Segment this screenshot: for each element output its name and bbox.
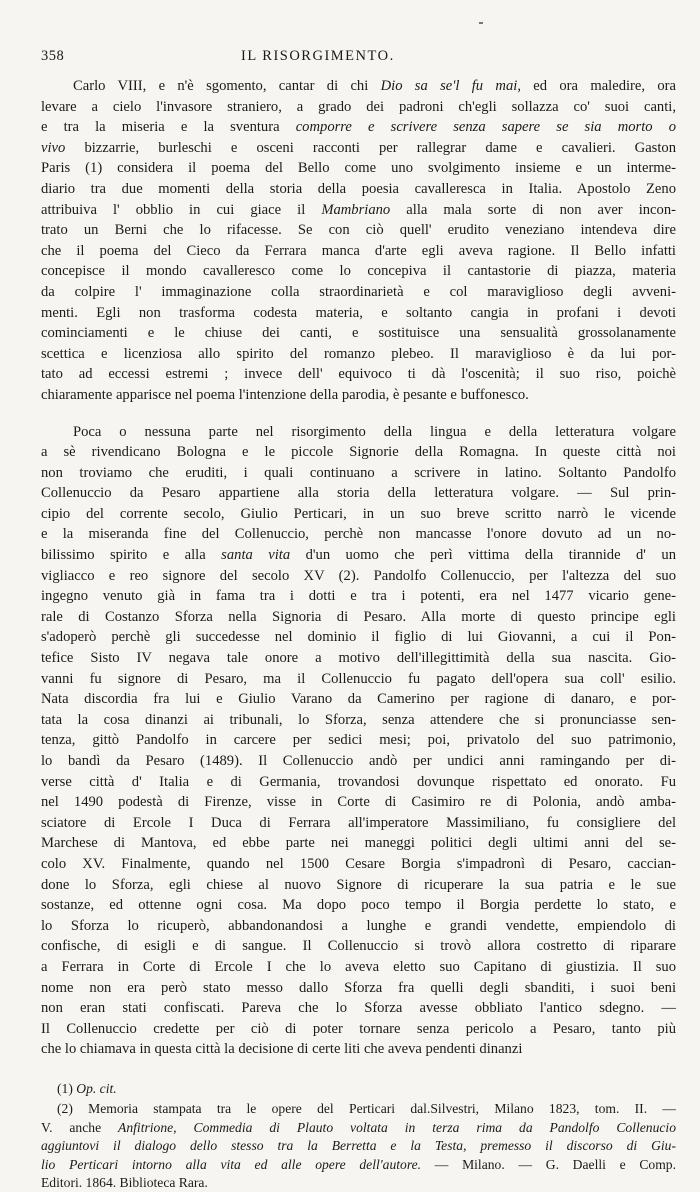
print-mark [479, 22, 483, 24]
text-line [41, 344, 676, 365]
text-run: verse città d' Italia e di Germania, trovandosi dovunque rispettato ed onorato. Fu [41, 773, 676, 790]
text-line [41, 323, 676, 344]
text-line [41, 483, 676, 504]
footnote [41, 1100, 676, 1192]
text-run: s'adoperò perchè gli succedesse nel dominio il figlio di lui Giovanni, a cui il Pon- [41, 629, 676, 646]
text-line [41, 1156, 676, 1174]
text-run: scettica e licenziosa allo spirito del romanzo plebeo. Il maraviglioso è da lui por- [41, 345, 676, 362]
text-line [41, 463, 676, 484]
text-line [41, 385, 676, 406]
text-line [41, 792, 676, 813]
text-run: concepisce il mondo cavalleresco come lo concepiva il cantastorie di piazza, materia [41, 263, 676, 280]
text-run: d'un uomo che perì vittima della tirannide d' un [290, 547, 676, 564]
footnote [41, 1080, 676, 1098]
text-line [41, 895, 676, 916]
text-run: che lo chiamava in questa città la decisione di certe liti che aveva pendenti dinanzi [41, 1041, 523, 1058]
text-line [41, 303, 676, 324]
text-line [41, 957, 676, 978]
paragraph-1 [41, 76, 676, 406]
italic-text-run: comporre e scrivere senza sapere se sia morto o [295, 119, 677, 136]
text-run: attribuiva l' obblio in cui giace il [41, 201, 322, 218]
text-run: tefice Sisto IV negava tale onore a motivo dell'illegittimità della sua nascita. Gio- [41, 650, 676, 667]
text-run: sostanze, ed ottenne ogni cosa. Ma dopo poco tempo il Borgia perdette lo stato, e [41, 897, 676, 914]
text-line [41, 586, 676, 607]
text-line [41, 524, 676, 545]
text-line [41, 751, 676, 772]
text-run: lo Sforza lo ricuperò, abbandonandosi a lunghe e grandi vendette, empiendolo di [41, 917, 676, 934]
text-run: cominciamenti e le chiuse dei canti, e sostituisce una sensualità grossolanamente [41, 325, 676, 342]
text-run: e la miseranda fine del Collenuccio, perchè non mancasse l'onore dovuto ad un no- [41, 526, 676, 543]
text-run: confische, di esigli e di sangue. Il Collenuccio si trovò allora costretto di riparare [41, 938, 676, 955]
text-line [41, 998, 676, 1019]
text-run: levare a cielo l'invasore straniero, a grado dei padroni ch'egli sollazza co' suoi canti, [41, 98, 676, 115]
text-run: colo XV. Finalmente, quando nel 1500 Cesare Borgia s'impadronì di Pesaro, caccian- [41, 855, 676, 872]
text-run: lo bandì da Pesaro (1489). Il Collenuccio andò per undici anni ramingando per di- [41, 753, 676, 769]
text-run: — Milano. — G. Daelli e Comp. [421, 1156, 676, 1172]
text-run: e tra la miseria e la sventura [41, 119, 296, 136]
text-run: Collenuccio da Pesaro appartiene alla storia della letteratura volgare. — Sul prin- [41, 485, 676, 502]
text-line [41, 648, 676, 669]
text-run: trato un Berni che lo rifacesse. Se con ciò quell' erudito veneziano intendeva dire [41, 222, 676, 239]
text-line [41, 1137, 676, 1155]
text-run: bizzarrie, burleschi e osceni racconti per rallegrar dame e cavalieri. Gaston [65, 139, 676, 156]
text-run: rale di Costanzo Sforza nella Signoria di Pesaro. Alla morte di questo principe egli [41, 608, 676, 625]
text-run: ingegno venuto già in fama tra i dotti e tra i potenti, era nel 1477 vicario gene- [41, 588, 676, 605]
text-line [41, 158, 676, 179]
text-line [41, 442, 676, 463]
italic-text-run: vivo [41, 139, 66, 156]
text-run: (1) [57, 1080, 77, 1096]
text-line [41, 1080, 676, 1098]
text-line [41, 875, 676, 896]
text-line [41, 117, 676, 138]
italic-text-run: Op. cit. [76, 1080, 117, 1096]
text-run: non troviamo che eruditi, i quali continuano a scrivere in latino. Soltanto Pandolfo [41, 464, 676, 481]
text-line [41, 669, 676, 690]
text-line [41, 689, 676, 710]
text-line [41, 916, 676, 937]
page-header [41, 48, 676, 76]
text-line [41, 978, 676, 999]
text-line [41, 772, 676, 793]
text-line [41, 545, 676, 566]
text-run: (2) Memoria stampata tra le opere del Perticari dal.Silvestri, Milano 1823, tom. II. — [57, 1101, 676, 1117]
italic-text-run: santa vita [221, 547, 291, 564]
italic-text-run: Dio sa se'l fu mai, [380, 78, 521, 94]
text-line [41, 76, 676, 97]
italic-text-run: lio Perticari intorno alla vita ed alle opere dell'autore. [41, 1156, 422, 1172]
text-run: nome non era però stato messo dallo Sforza fra quelli degli sbanditi, i suoi beni [41, 979, 676, 996]
text-line [41, 97, 676, 118]
text-line [41, 627, 676, 648]
footnotes [41, 1080, 676, 1192]
text-run: bilissimo spirito e alla [41, 547, 222, 564]
text-line [41, 1174, 676, 1192]
text-run: vigliacco e reo signore del secolo XV (2). Pandolfo Collenuccio, per l'altezza del suo [41, 567, 676, 584]
text-run: tata la cosa dinanzi ai tribunali, lo Sforza, senza attendere che si pronunciasse sen- [41, 711, 676, 728]
text-run: non eran stati confiscati. Pareva che lo Sforza avesse obbliato l'antico sdegno. — [41, 1000, 676, 1017]
italic-text-run: Anfitrione, Commedia di Plauto voltata in terza rima da Pandolfo Collenucio [118, 1119, 676, 1135]
text-run: vanni fu signore di Pesaro, ma il Collenuccio fu pagato dell'opera sua coll' esilio. [41, 670, 676, 687]
text-run: done lo Sforza, egli chiese al nuovo Signore di ricuperare la sua patria e le sue [41, 876, 676, 893]
text-run: da colpire l' immaginazione colla straordinarietà e col maraviglioso degli avveni- [41, 283, 676, 300]
text-line [41, 1119, 676, 1137]
text-run: menti. Egli non trasforma codesta materia, e soltanto cangia in profani i devoti [41, 304, 676, 321]
text-run: ed ora maledire, ora [520, 78, 676, 94]
text-run: tenza, gittò Pandolfo in carcere per sedici mesi; poi, privatolo del suo patrimonio, [41, 732, 676, 749]
text-run: Il Collenuccio credette per ciò di poter tornare senza pericolo a Pesaro, tanto più [41, 1020, 676, 1037]
text-line [41, 241, 676, 262]
text-line [41, 282, 676, 303]
text-line [41, 710, 676, 731]
text-run: a Ferrara in Corte di Ercole I che lo aveva eletto suo Capitano di giustizia. Il suo [41, 958, 676, 975]
running-title: IL RISORGIMENTO. [241, 48, 395, 64]
text-run: alla mala sorte di non aver incon- [390, 201, 676, 218]
text-line [41, 138, 676, 159]
text-run: Marchese di Mantova, ed ebbe parte nei maneggi politici degli ultimi anni del se- [41, 835, 676, 852]
italic-text-run: aggiuntovi il dialogo dello stesso tra la Berretta e la Testa, premesso il discorso di Giu- [41, 1138, 676, 1154]
text-line [41, 566, 676, 587]
text-run: Paris (1) considera il poema del Bello come uno svolgimento insieme e un interme- [41, 160, 676, 177]
text-line [41, 1039, 676, 1060]
text-line [41, 220, 676, 241]
text-run: Poca o nessuna parte nel risorgimento della lingua e della letteratura volgare [73, 423, 676, 440]
text-line [41, 179, 676, 200]
text-run: sciatore di Ercole I Duca di Ferrara all'imperatore Massimiliano, fu consigliere del [41, 814, 676, 831]
text-run: cipio del corrente secolo, Giulio Perticari, in un suo breve scritto narrò le vicende [41, 505, 676, 522]
text-run: diario tra due momenti della storia della poesia cavalleresca in Italia. Apostolo Zeno [41, 180, 676, 197]
text-run: a sè rivendicano Bologna e le piccole Signorie della Romagna. In queste città noi [41, 444, 676, 461]
text-run: Editori. 1864. Biblioteca Rara. [41, 1174, 208, 1190]
text-line [41, 854, 676, 875]
text-line [41, 504, 676, 525]
text-line [41, 936, 676, 957]
text-run: Nata discordia fra lui e Giulio Varano da Camerino per ragione di danaro, e por- [41, 691, 676, 708]
text-line [41, 200, 676, 221]
text-line [41, 1019, 676, 1040]
text-run: chiaramente apparisce nel poema l'intenzione della parodia, è pesante e buffonesco. [41, 386, 529, 403]
text-line [41, 730, 676, 751]
text-run: V. anche [41, 1119, 119, 1135]
paragraph-2 [41, 422, 676, 1060]
text-line [41, 607, 676, 628]
page-number: 358 [41, 48, 65, 64]
text-run: tato ad eccessi estremi ; invece dell' equivoco ti dà l'oscenità; il suo riso, poichè [41, 366, 676, 383]
text-line [41, 364, 676, 385]
text-line [41, 833, 676, 854]
text-line [41, 813, 676, 834]
text-run: che il poema del Cieco da Ferrara manca d'arte egli aveva ragione. Il Bello infatti [41, 242, 676, 259]
text-line [41, 261, 676, 282]
text-run: nel 1490 podestà di Firenze, visse in Corte di Casimiro re di Polonia, andò amba- [41, 794, 676, 811]
text-line [41, 422, 676, 443]
italic-text-run: Mambriano [321, 201, 391, 218]
text-run: Carlo VIII, e n'è sgomento, cantar di chi [73, 78, 381, 94]
